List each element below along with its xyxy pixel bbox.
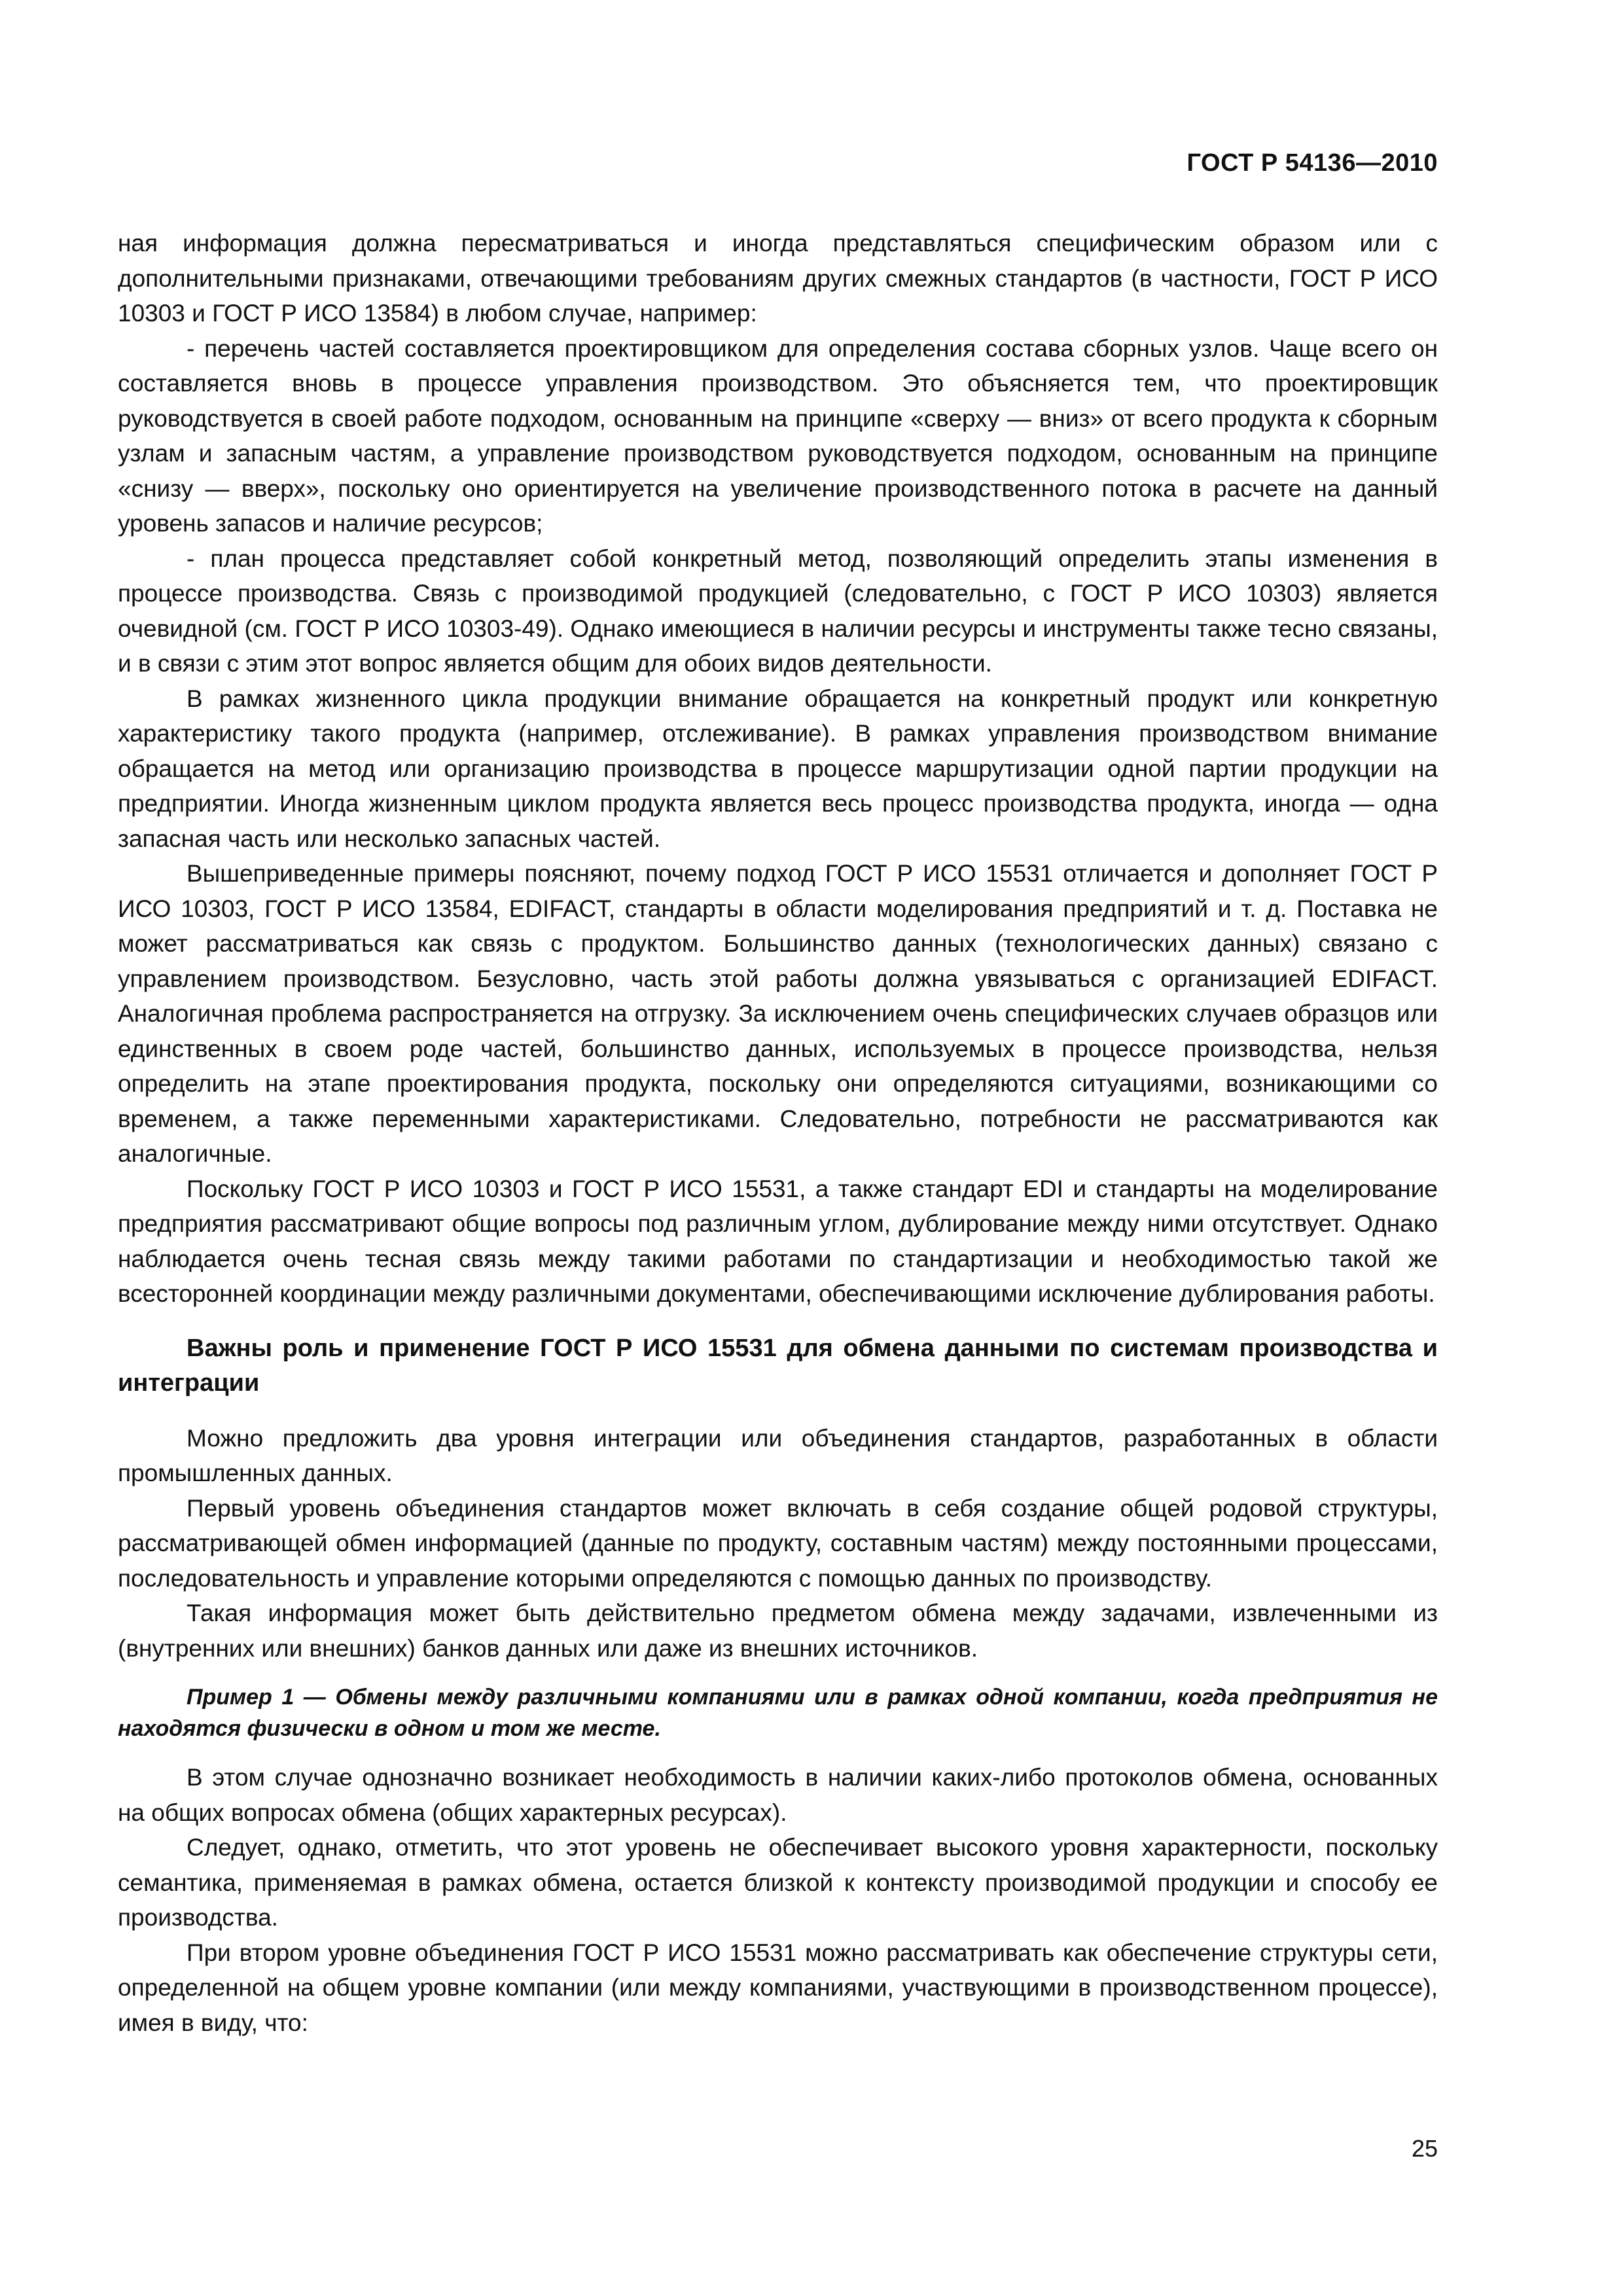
paragraph-information-exchange: Такая информация может быть действительно предметом обмена между задачами, извлеченными из (внутренних или внешних) банков данных или даже из внешних источников. — [118, 1600, 1438, 1662]
paragraph-continuation: ная информация должна пересматриваться и иногда представляться специфическим образом или с дополнительными признаками, отвечающими требованиям других смежных стандартов (в частности, ГОСТ Р ИСО 10303 и ГОСТ Р ИСО 13584) в любом случае, например: — [118, 230, 1438, 327]
paragraph-semantics: Следует, однако, отметить, что этот уровень не обеспечивает высокого уровня характерности, поскольку семантика, применяемая в рамках обмена, остается близкой к контексту производимой продукции и способу ее производства. — [118, 1834, 1438, 1931]
paragraph-lifecycle: В рамках жизненного цикла продукции внимание обращается на конкретный продукт или конкретную характеристику такого продукта (например, отслеживание). В рамках управления производством внимание обращается на метод или организацию производства в процессе маршрутизации одной партии продукции на предприятии. Иногда жизненным циклом продукта является весь процесс производства продукта, иногда — одна запасная часть или несколько запасных частей. — [118, 685, 1438, 852]
page-number: 25 — [1411, 2135, 1438, 2162]
section-heading: Важны роль и применение ГОСТ Р ИСО 15531 для обмена данными по системам производства и интеграции — [118, 1334, 1438, 1397]
paragraph-parts-list: - перечень частей составляется проектировщиком для определения состава сборных узлов. Чаще всего он составляется вновь в процессе управления производством. Это объясняется тем, что проектировщик руководствуется в своей работе подходом, основанным на принципе «сверху — вниз» от всего продукта к сборным узлам и запасным частям, а управление производством руководствуется подходом, основанным на принципе «снизу — вверх», поскольку оно ориентируется на увеличение производственного потока в расчете на данный уровень запасов и наличие ресурсов; — [118, 334, 1438, 537]
paragraph-standards-overlap: Поскольку ГОСТ Р ИСО 10303 и ГОСТ Р ИСО 15531, а также стандарт EDI и стандарты на моделирование предприятия рассматривают общие вопросы под различным углом, дублирование между ними отсутствует. Однако наблюдается очень тесная связь между такими работами по стандартизации и необходимостью такой же всесторонней координации между различными документами, обеспечивающими исключение дублирования работы. — [118, 1175, 1438, 1307]
paragraph-process-plan: - план процесса представляет собой конкретный метод, позволяющий определить этапы изменения в процессе производства. Связь с производимой продукцией (следовательно, с ГОСТ Р ИСО 10303) является очевидной (см. ГОСТ Р ИСО 10303-49). Однако имеющиеся в наличии ресурсы и инструменты также тесно связаны, и в связи с этим этот вопрос является общим для обоих видов деятельности. — [118, 545, 1438, 677]
paragraph-examples: Вышеприведенные примеры поясняют, почему подход ГОСТ Р ИСО 15531 отличается и дополняет ГОСТ Р ИСО 10303, ГОСТ Р ИСО 13584, EDIFACT, стандарты в области моделирования предприятий и т. д. Поставка не может рассматриваться как связь с продуктом. Большинство данных (технологических данных) связано с управлением производством. Безусловно, часть этой работы должна увязываться с организацией EDIFACT. Аналогичная проблема распространяется на отгрузку. За исключением очень специфических случаев образцов или единственных в своем роде частей, большинство данных, используемых в процессе производства, нельзя определить на этапе проектирования продукта, поскольку они определяются ситуациями, возникающими со временем, а также переменными характеристиками. Следовательно, потребности не рассматриваются как аналогичные. — [118, 860, 1438, 1167]
page-content — [118, 0, 1438, 2296]
paragraph-first-level: Первый уровень объединения стандартов может включать в себя создание общей родовой структуры, рассматривающей обмен информацией (данные по продукту, составным частям) между постоянными процессами, последовательность и управление которыми определяются с помощью данных по производству. — [118, 1494, 1438, 1592]
body-text — [118, 226, 1438, 2040]
paragraph-second-level: При втором уровне объединения ГОСТ Р ИСО 15531 можно рассматривать как обеспечение структуры сети, определенной на общем уровне компании (или между компаниями, участвующими в производственном процессе), имея в виду, что: — [118, 1939, 1438, 2036]
paragraph-two-levels: Можно предложить два уровня интеграции или объединения стандартов, разработанных в области промышленных данных. — [118, 1424, 1438, 1486]
paragraph-protocols: В этом случае однозначно возникает необходимость в наличии каких-либо протоколов обмена, основанных на общих вопросах обмена (общих характерных ресурсах). — [118, 1764, 1438, 1826]
document-code-header: ГОСТ Р 54136—2010 — [1186, 149, 1438, 177]
example-note: Пример 1 — Обмены между различными компаниями или в рамках одной компании, когда предприятия не находятся физически в одном и том же месте. — [118, 1685, 1438, 1741]
